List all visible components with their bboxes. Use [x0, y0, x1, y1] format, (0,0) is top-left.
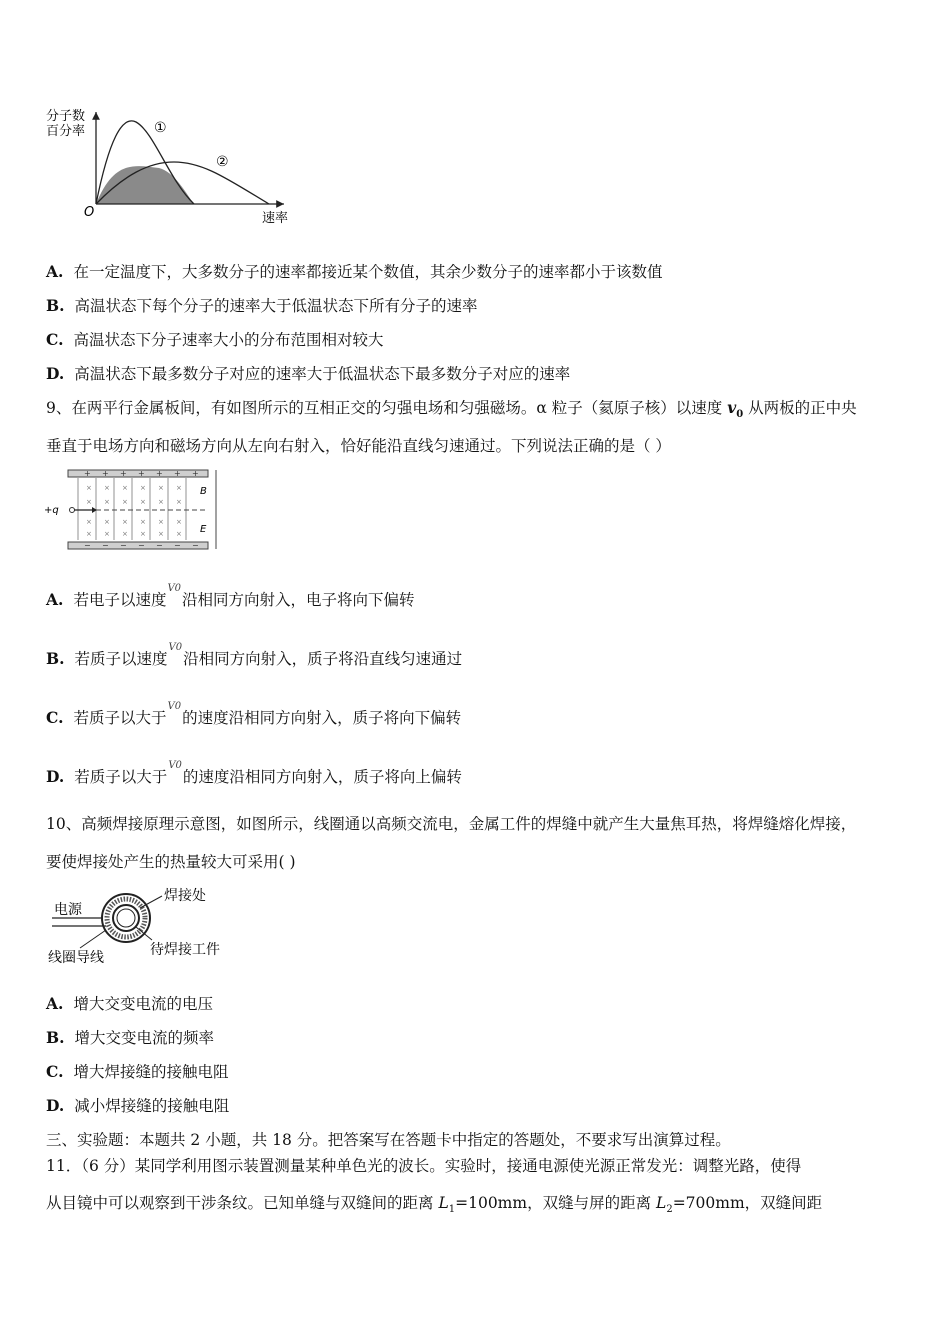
q8-option-d[interactable] [46, 364, 570, 384]
q9-option-a[interactable] [46, 583, 415, 613]
option-text: 若质子以速度 [74, 650, 168, 668]
stem-text: 11．（6 分）某同学利用图示装置测量某种单色光的波长。实验时，接通电源使光源正常发光：调整光路，使得 [46, 1157, 802, 1175]
svg-text:×: × [122, 530, 128, 538]
option-letter: B. [46, 649, 65, 668]
coil-label: 线圈导线 [48, 950, 104, 966]
velocity-symbol: v [727, 398, 737, 417]
svg-text:×: × [122, 518, 128, 526]
option-text: 若质子以大于 [73, 709, 167, 727]
q11-stem-line1 [46, 1156, 801, 1176]
option-text: 沿相同方向射入，电子将向下偏转 [182, 591, 415, 609]
v0-symbol: V0 [167, 583, 182, 594]
option-text: 高温状态下每个分子的速率大于低温状态下所有分子的速率 [74, 297, 478, 315]
origin-label: O [84, 205, 95, 220]
e-label: E [200, 524, 207, 535]
velocity-subscript: 0 [736, 409, 744, 421]
option-text: 若电子以速度 [73, 591, 167, 609]
stem-text: 从目镜中可以观察到干涉条纹。已知单缝与双缝间的距离 [46, 1194, 439, 1212]
svg-text:+: + [192, 469, 199, 478]
stem-text: 垂直于电场方向和磁场方向从左向右射入，恰好能沿直线匀速通过。下列说法正确的是（ ） [46, 437, 671, 455]
option-letter: C. [46, 330, 64, 349]
q10-option-b[interactable] [46, 1028, 214, 1048]
svg-text:×: × [176, 498, 182, 506]
stem-text: 9、在两平行金属板间，有如图所示的互相正交的匀强电场和匀强磁场。α 粒子（氦原子核）以速度 [46, 399, 728, 417]
v0-symbol: V0 [168, 760, 182, 771]
q10-option-c[interactable] [46, 1062, 228, 1082]
svg-text:×: × [158, 530, 164, 538]
svg-text:−: − [174, 541, 181, 550]
svg-text:×: × [86, 498, 92, 506]
svg-text:×: × [140, 498, 146, 506]
svg-text:×: × [86, 530, 92, 538]
option-text: 的速度沿相同方向射入，质子将向上偏转 [182, 768, 462, 786]
q11-stem-line2 [46, 1193, 822, 1220]
section-text: 三、实验题：本题共 2 小题，共 18 分。把答案写在答题卡中指定的答题处，不要求写出演算过程。 [46, 1131, 731, 1149]
svg-text:+: + [102, 469, 109, 478]
stem-text: =700mm，双缝间距 [672, 1194, 823, 1212]
q9-option-c[interactable] [46, 701, 462, 731]
option-text: 增大交变电流的电压 [73, 995, 213, 1013]
svg-text:×: × [158, 518, 164, 526]
section-3-header [46, 1130, 731, 1150]
svg-text:×: × [176, 530, 182, 538]
curve-1-label: ① [154, 120, 167, 136]
svg-text:×: × [140, 484, 146, 492]
speed-distribution-figure [44, 100, 304, 230]
workpiece-label: 待焊接工件 [150, 942, 220, 958]
svg-text:×: × [104, 484, 110, 492]
q9-option-b[interactable] [46, 642, 463, 672]
q9-option-d[interactable] [46, 760, 462, 790]
svg-text:×: × [104, 530, 110, 538]
option-letter: A. [46, 590, 64, 609]
q8-option-c[interactable] [46, 330, 383, 350]
q8-option-b[interactable] [46, 296, 478, 316]
crossed-fields-figure [44, 466, 224, 552]
svg-text:×: × [122, 498, 128, 506]
svg-text:×: × [86, 518, 92, 526]
svg-text:−: − [138, 541, 145, 550]
option-text: 减小焊接缝的接触电阻 [74, 1097, 230, 1115]
induction-welding-figure [44, 882, 244, 966]
q10-option-a[interactable] [46, 994, 213, 1014]
y-label-2: 百分率 [46, 124, 86, 139]
curve-2-label: ② [216, 154, 229, 170]
power-label: 电源 [54, 902, 82, 918]
svg-text:+: + [156, 469, 163, 478]
option-letter: A. [46, 262, 64, 281]
option-text: 沿相同方向射入，质子将沿直线匀速通过 [183, 650, 463, 668]
svg-text:+: + [138, 469, 145, 478]
svg-text:×: × [158, 484, 164, 492]
svg-text:×: × [104, 518, 110, 526]
option-letter: A. [46, 994, 64, 1013]
svg-text:×: × [176, 518, 182, 526]
option-text: 在一定温度下，大多数分子的速率都接近某个数值，其余少数分子的速率都小于该数值 [73, 263, 663, 281]
svg-text:+: + [120, 469, 127, 478]
y-label-1: 分子数 [46, 109, 86, 124]
l1-subscript: 1 [448, 1204, 456, 1216]
q8-option-a[interactable] [46, 262, 662, 282]
svg-text:−: − [156, 541, 163, 550]
svg-text:+: + [84, 469, 91, 478]
svg-text:×: × [140, 518, 146, 526]
svg-text:−: − [192, 541, 199, 550]
option-text: 的速度沿相同方向射入，质子将向下偏转 [182, 709, 462, 727]
stem-text: 要使焊接处产生的热量较大可采用( ) [46, 853, 296, 871]
svg-text:×: × [104, 498, 110, 506]
svg-text:−: − [84, 541, 91, 550]
option-letter: D. [46, 364, 65, 383]
svg-text:×: × [140, 530, 146, 538]
option-letter: C. [46, 1062, 64, 1081]
x-label: 速率 [262, 211, 289, 226]
stem-text: 10、高频焊接原理示意图，如图所示，线圈通以高频交流电，金属工件的焊缝中就产生大量焦耳热，将焊缝熔化焊接， [46, 815, 857, 833]
q10-stem-line2 [46, 852, 296, 872]
option-text: 增大交变电流的频率 [74, 1029, 215, 1047]
particle [70, 508, 75, 513]
q9-stem-line2 [46, 436, 671, 456]
option-text: 高温状态下分子速率大小的分布范围相对较大 [73, 331, 384, 349]
svg-text:+: + [174, 469, 181, 478]
q9-stem-line1 [46, 398, 857, 425]
v0-symbol: V0 [167, 701, 182, 712]
svg-text:−: − [120, 541, 127, 550]
svg-text:×: × [86, 484, 92, 492]
option-text: 高温状态下最多数分子对应的速率大于低温状态下最多数分子对应的速率 [74, 365, 571, 383]
q10-stem-line1 [46, 814, 856, 834]
charge-label: +q [44, 505, 59, 516]
option-letter: B. [46, 296, 65, 315]
l1-symbol: L [438, 1194, 449, 1212]
stem-text: 从两板的正中央 [743, 399, 857, 417]
b-label: B [200, 486, 207, 497]
svg-text:−: − [102, 541, 109, 550]
option-text: 若质子以大于 [74, 768, 168, 786]
svg-text:×: × [158, 498, 164, 506]
svg-text:×: × [122, 484, 128, 492]
option-letter: D. [46, 767, 65, 786]
l2-symbol: L [656, 1194, 667, 1212]
option-letter: C. [46, 708, 64, 727]
option-letter: D. [46, 1096, 65, 1115]
option-letter: B. [46, 1028, 65, 1047]
weld-label: 焊接处 [164, 888, 206, 904]
v0-symbol: V0 [168, 642, 183, 653]
svg-text:×: × [176, 484, 182, 492]
l2-subscript: 2 [666, 1204, 673, 1216]
stem-text: =100mm，双缝与屏的距离 [455, 1194, 657, 1212]
q10-option-d[interactable] [46, 1096, 229, 1116]
option-text: 增大焊接缝的接触电阻 [73, 1063, 229, 1081]
